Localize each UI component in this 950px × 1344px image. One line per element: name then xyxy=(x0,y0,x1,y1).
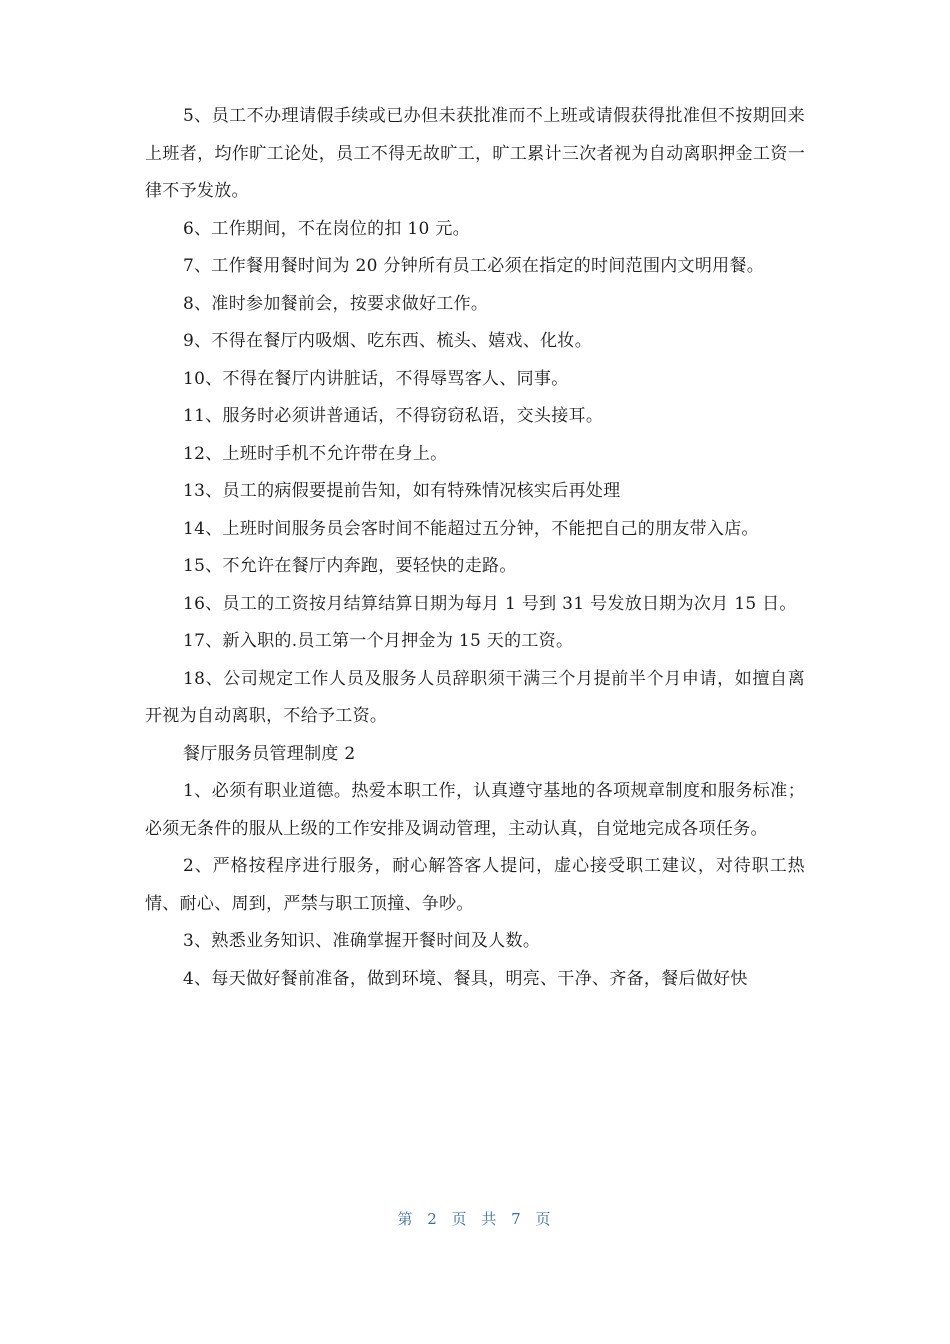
paragraph-item-7: 7、工作餐用餐时间为 20 分钟所有员工必须在指定的时间范围内文明用餐。 xyxy=(183,256,765,276)
paragraph-item-16: 16、员工的工资按月结算结算日期为每月 1 号到 31 号发放日期为次月 15 日。 xyxy=(183,593,797,614)
section2-item-2: 2、严格按程序进行服务，耐心解答客人提问，虚心接受职工建议，对待职工热情、耐心、周到，严禁与职工顶撞、争吵。 xyxy=(145,856,805,914)
section2-item-1: 1、必须有职业道德。热爱本职工作，认真遵守基地的各项规章制度和服务标准；必须无条件的服从上级的工作安排及调动管理，主动认真，自觉地完成各项任务。 xyxy=(145,781,805,839)
page-number-footer: 第 2 页 共 7 页 xyxy=(397,1210,553,1228)
paragraph-item-11: 11、服务时必须讲普通话，不得窃窃私语，交头接耳。 xyxy=(183,406,604,426)
paragraph-item-17: 17、新入职的.员工第一个月押金为 15 天的工资。 xyxy=(183,631,574,651)
paragraph-item-13: 13、员工的病假要提前告知，如有特殊情况核实后再处理 xyxy=(183,481,621,501)
paragraph-item-10: 10、不得在餐厅内讲脏话，不得辱骂客人、同事。 xyxy=(183,368,569,389)
section-heading: 餐厅服务员管理制度 2 xyxy=(183,743,356,764)
paragraph-item-12: 12、上班时手机不允许带在身上。 xyxy=(183,443,448,464)
paragraph-item-15: 15、不允许在餐厅内奔跑，要轻快的走路。 xyxy=(183,556,517,576)
paragraph-item-5: 5、员工不办理请假手续或已办但未获批准而不上班或请假获得批准但不按期回来上班者，均作旷工论处，员工不得无故旷工，旷工累计三次者视为自动离职押金工资一律不予发放。 xyxy=(145,106,805,201)
paragraph-item-9: 9、不得在餐厅内吸烟、吃东西、梳头、嬉戏、化妆。 xyxy=(183,331,593,351)
paragraph-item-14: 14、上班时间服务员会客时间不能超过五分钟，不能把自己的朋友带入店。 xyxy=(183,518,759,539)
paragraph-item-6: 6、工作期间，不在岗位的扣 10 元。 xyxy=(183,218,470,239)
paragraph-item-8: 8、准时参加餐前会，按要求做好工作。 xyxy=(183,293,489,314)
paragraph-item-18: 18、公司规定工作人员及服务人员辞职须干满三个月提前半个月申请，如擅自离开视为自动离职，不给予工资。 xyxy=(145,668,805,726)
section2-item-3: 3、熟悉业务知识、准确掌握开餐时间及人数。 xyxy=(183,931,541,951)
section2-item-4: 4、每天做好餐前准备，做到环境、餐具，明亮、干净、齐备，餐后做好快 xyxy=(183,968,748,989)
document-body xyxy=(145,98,805,998)
